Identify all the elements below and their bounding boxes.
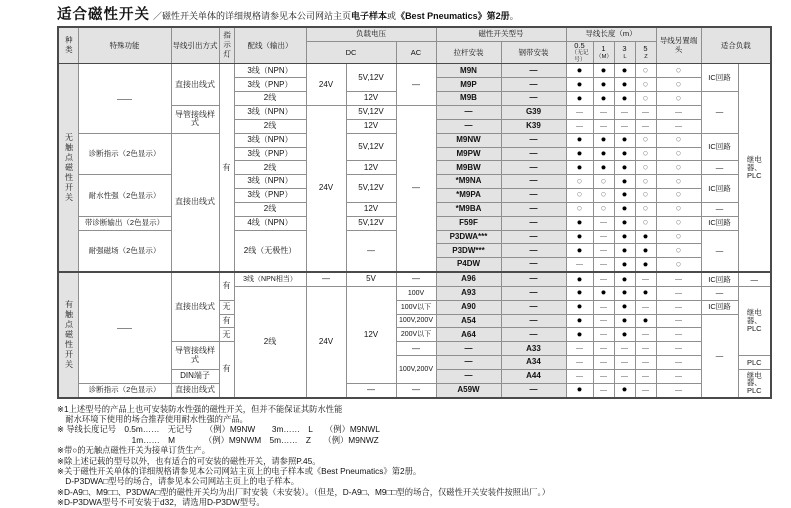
table-cell: ○ bbox=[656, 189, 701, 203]
table-cell: — bbox=[635, 328, 656, 342]
table-cell: — bbox=[656, 300, 701, 314]
table-cell: — bbox=[635, 119, 656, 133]
table-cell: 直接出线式 bbox=[171, 383, 219, 397]
table-cell: IC回路 bbox=[701, 216, 738, 230]
table-cell: — bbox=[566, 258, 593, 272]
footnote-line: ※关于磁性开关单体的详细规格请参见本公司网站主页上的电子样本或《Best Pneumatics》第2册。 bbox=[57, 466, 422, 477]
table-cell: 2线 bbox=[234, 286, 306, 397]
table-cell: ● bbox=[566, 328, 593, 342]
table-cell: — bbox=[501, 147, 566, 161]
table-cell: — bbox=[593, 314, 614, 328]
col-header-len-1: 1 （M） bbox=[593, 42, 614, 64]
col-header-len-05: 0.5 （无记号） bbox=[566, 42, 593, 64]
table-cell: — bbox=[396, 105, 436, 272]
table-cell: 继电器、PLC bbox=[738, 286, 771, 355]
table-cell: — bbox=[593, 216, 614, 230]
table-cell: — bbox=[501, 161, 566, 175]
table-cell: — bbox=[614, 356, 635, 370]
table-cell: — bbox=[501, 64, 566, 78]
table-cell: 12V bbox=[346, 119, 396, 133]
table-cell: 有 bbox=[219, 272, 234, 300]
table-cell: 200V以下 bbox=[396, 328, 436, 342]
table-cell: — bbox=[593, 272, 614, 286]
table-cell: — bbox=[436, 119, 501, 133]
table-cell: 3线（NPN） bbox=[234, 105, 306, 119]
table-cell: — bbox=[593, 105, 614, 119]
table-cell: 直接出线式 bbox=[171, 272, 219, 342]
table-cell: — bbox=[635, 356, 656, 370]
table-cell: ○ bbox=[656, 258, 701, 272]
table-cell: ● bbox=[566, 272, 593, 286]
table-cell: — bbox=[501, 328, 566, 342]
table-cell: ○ bbox=[656, 216, 701, 230]
table-cell: IC回路 bbox=[701, 64, 738, 92]
table-cell: 5V bbox=[346, 272, 396, 286]
kind-label: 无触点磁性开关 bbox=[58, 64, 78, 272]
table-cell: ○ bbox=[656, 147, 701, 161]
table-cell: — bbox=[593, 258, 614, 272]
table-cell: 耐水性强（2色显示） bbox=[78, 175, 171, 217]
table-cell: 3线（PNP） bbox=[234, 78, 306, 92]
table-cell: — bbox=[635, 370, 656, 384]
table-row bbox=[58, 64, 771, 78]
table-cell: 3线（NPN相当） bbox=[234, 272, 306, 286]
col-header-special: 特殊功能 bbox=[78, 27, 171, 64]
table-cell: — bbox=[593, 328, 614, 342]
table-cell: 100V,200V bbox=[396, 356, 436, 384]
col-header-outlet: 导线引出方式 bbox=[171, 27, 219, 64]
table-cell: 导管接线样式 bbox=[171, 105, 219, 133]
table-cell: ● bbox=[566, 230, 593, 244]
model-cell: *M9NA bbox=[436, 175, 501, 189]
table-cell: 2线（无极性） bbox=[234, 230, 306, 272]
table-cell: ○ bbox=[566, 189, 593, 203]
footnote-line: ※D-P3DWA型号不可安装于d32，请选用D-P3DW型号。 bbox=[57, 497, 265, 508]
table-cell: 继电器、PLC bbox=[738, 64, 771, 272]
table-cell: 5V,12V bbox=[346, 64, 396, 92]
table-cell: — bbox=[656, 356, 701, 370]
table-cell: ○ bbox=[656, 64, 701, 78]
table-cell: — bbox=[566, 356, 593, 370]
table-cell: — bbox=[635, 342, 656, 356]
table-cell: — bbox=[501, 202, 566, 216]
table-cell: ● bbox=[566, 314, 593, 328]
table-cell: ● bbox=[614, 286, 635, 300]
footnote-line: D-P3DWA□型号的场合，请参见本公司网站主页上的电子样本。 bbox=[57, 476, 300, 487]
footnote-line: 1m…… M （例）M9NWM 5m…… Z （例）M9NWZ bbox=[57, 434, 379, 445]
table-cell: — bbox=[656, 383, 701, 397]
table-cell: ● bbox=[593, 161, 614, 175]
table-cell: ● bbox=[566, 383, 593, 397]
table-cell: 直接出线式 bbox=[171, 64, 219, 106]
table-cell: — bbox=[436, 370, 501, 384]
model-cell: F59F bbox=[436, 216, 501, 230]
table-cell: ● bbox=[614, 300, 635, 314]
table-cell: 12V bbox=[346, 161, 396, 175]
table-cell: ○ bbox=[593, 175, 614, 189]
table-header bbox=[58, 27, 771, 64]
model-cell: K39 bbox=[501, 119, 566, 133]
model-cell: A64 bbox=[436, 328, 501, 342]
table-cell: ● bbox=[593, 133, 614, 147]
model-cell: *M9BA bbox=[436, 202, 501, 216]
table-cell: ○ bbox=[635, 64, 656, 78]
table-cell: — bbox=[501, 272, 566, 286]
table-cell: — bbox=[635, 105, 656, 119]
table-cell: ○ bbox=[635, 216, 656, 230]
table-cell: — bbox=[593, 356, 614, 370]
table-cell: — bbox=[566, 370, 593, 384]
model-cell: A96 bbox=[436, 272, 501, 286]
table-cell: ● bbox=[593, 92, 614, 106]
table-cell: — bbox=[593, 230, 614, 244]
table-cell: ● bbox=[614, 175, 635, 189]
table-cell: — bbox=[635, 383, 656, 397]
table-cell: — bbox=[501, 230, 566, 244]
model-cell: *M9PA bbox=[436, 189, 501, 203]
table-cell: — bbox=[656, 105, 701, 119]
table-cell: 100V以下 bbox=[396, 300, 436, 314]
model-cell: M9N bbox=[436, 64, 501, 78]
table-cell: 有 bbox=[219, 314, 234, 328]
table-cell: ● bbox=[614, 161, 635, 175]
table-cell: — bbox=[701, 202, 738, 216]
table-cell: 耐强磁场（2色显示） bbox=[78, 230, 171, 272]
table-cell: ● bbox=[614, 230, 635, 244]
table-cell: 3线（PNP） bbox=[234, 189, 306, 203]
footnote-line: ※ 导线长度记号 0.5m…… 无记号 （例）M9NW 3m…… L （例）M9NWL bbox=[57, 424, 380, 435]
table-cell: 3线（PNP） bbox=[234, 147, 306, 161]
col-header-prewired: 导线另置端头 bbox=[656, 27, 701, 64]
model-cell: A90 bbox=[436, 300, 501, 314]
table-cell: — bbox=[566, 105, 593, 119]
table-cell: — bbox=[501, 78, 566, 92]
model-cell: A33 bbox=[501, 342, 566, 356]
table-cell: ● bbox=[614, 328, 635, 342]
table-cell: ● bbox=[614, 244, 635, 258]
table-cell: ○ bbox=[656, 92, 701, 106]
table-cell: ● bbox=[566, 161, 593, 175]
col-header-ac: AC bbox=[396, 42, 436, 64]
table-cell: ○ bbox=[635, 161, 656, 175]
table-cell: ○ bbox=[566, 202, 593, 216]
title-main: 适合磁性开关 bbox=[57, 7, 150, 23]
table-cell: IC回路 bbox=[701, 133, 738, 161]
table-cell: ● bbox=[593, 78, 614, 92]
model-cell: A93 bbox=[436, 286, 501, 300]
table-cell: — bbox=[566, 119, 593, 133]
table-cell: ○ bbox=[593, 202, 614, 216]
table-cell: — bbox=[593, 300, 614, 314]
table-cell: 无 bbox=[219, 300, 234, 314]
table-cell: ● bbox=[593, 64, 614, 78]
col-header-mount-band: 钢带安装 bbox=[501, 42, 566, 64]
kind-label: 有触点磁性开关 bbox=[58, 272, 78, 398]
table-cell: — bbox=[593, 370, 614, 384]
table-cell: ● bbox=[635, 314, 656, 328]
table-cell: — bbox=[306, 272, 346, 286]
table-cell: 2线 bbox=[234, 161, 306, 175]
table-cell: — bbox=[396, 383, 436, 397]
table-cell: — bbox=[501, 175, 566, 189]
table-cell: — bbox=[396, 64, 436, 106]
table-cell: 2线 bbox=[234, 202, 306, 216]
table-cell: ○ bbox=[656, 230, 701, 244]
footnote-line: ※带○的无触点磁性开关为接单订货生产。 bbox=[57, 445, 211, 456]
table-cell: ● bbox=[614, 64, 635, 78]
table-cell: 诊断指示（2色显示） bbox=[78, 383, 171, 397]
table-cell: ● bbox=[614, 258, 635, 272]
table-cell: ● bbox=[566, 78, 593, 92]
table-cell: 12V bbox=[346, 92, 396, 106]
table-cell: PLC bbox=[738, 356, 771, 370]
table-cell: — bbox=[656, 286, 701, 300]
table-cell: ● bbox=[614, 92, 635, 106]
col-header-wiring: 配线（输出） bbox=[234, 27, 306, 64]
col-header-len-5: 5 Z bbox=[635, 42, 656, 64]
table-cell: ● bbox=[566, 64, 593, 78]
table-cell: 5V,12V bbox=[346, 105, 396, 119]
model-cell: G39 bbox=[501, 105, 566, 119]
table-cell: 3线（NPN） bbox=[234, 133, 306, 147]
table-cell: ○ bbox=[656, 78, 701, 92]
table-cell: 有 bbox=[219, 342, 234, 398]
table-cell: — bbox=[396, 342, 436, 356]
table-cell: 诊断指示（2色显示） bbox=[78, 133, 171, 175]
switch-table-body bbox=[58, 64, 771, 398]
table-cell: 2线 bbox=[234, 119, 306, 133]
table-cell: — bbox=[566, 342, 593, 356]
col-header-voltage: 负载电压 bbox=[306, 27, 436, 42]
table-cell: DIN端子 bbox=[171, 370, 219, 384]
table-cell: — bbox=[738, 272, 771, 286]
table-cell: — bbox=[436, 356, 501, 370]
col-header-load: 适合负载 bbox=[701, 27, 771, 64]
table-cell: 3线（NPN） bbox=[234, 64, 306, 78]
footnote-line: ※除上述记载的型号以外，也有适合的可安装的磁性开关，请参照P.45。 bbox=[57, 455, 321, 466]
table-cell: ○ bbox=[656, 244, 701, 258]
table-cell: 无 bbox=[219, 328, 234, 342]
table-cell: 5V,12V bbox=[346, 175, 396, 203]
table-cell: — bbox=[593, 383, 614, 397]
table-cell: — bbox=[656, 272, 701, 286]
model-cell: M9P bbox=[436, 78, 501, 92]
table-cell: ● bbox=[566, 133, 593, 147]
table-cell: IC回路 bbox=[701, 272, 738, 286]
model-cell: M9B bbox=[436, 92, 501, 106]
table-cell: ○ bbox=[635, 147, 656, 161]
col-header-model: 磁性开关型号 bbox=[436, 27, 566, 42]
table-cell: 4线（NPN） bbox=[234, 216, 306, 230]
table-cell: — bbox=[701, 230, 738, 272]
table-cell: — bbox=[635, 272, 656, 286]
table-cell: ● bbox=[614, 189, 635, 203]
model-cell: A34 bbox=[501, 356, 566, 370]
model-cell: A59W bbox=[436, 383, 501, 397]
table-cell: — bbox=[635, 300, 656, 314]
table-cell: 继电器、PLC bbox=[738, 370, 771, 398]
table-cell: ○ bbox=[635, 78, 656, 92]
model-cell: P4DW bbox=[436, 258, 501, 272]
table-cell: ○ bbox=[656, 161, 701, 175]
table-cell: — bbox=[396, 272, 436, 286]
table-cell: ● bbox=[566, 147, 593, 161]
table-cell: — bbox=[593, 119, 614, 133]
table-cell: — bbox=[501, 244, 566, 258]
table-cell: — bbox=[614, 105, 635, 119]
table-cell: — bbox=[656, 328, 701, 342]
col-header-kind: 种类 bbox=[58, 27, 78, 64]
table-cell: ○ bbox=[656, 133, 701, 147]
table-row bbox=[58, 383, 771, 397]
model-cell: A44 bbox=[501, 370, 566, 384]
table-cell: ○ bbox=[656, 175, 701, 189]
table-cell: 直接出线式 bbox=[171, 133, 219, 272]
table-cell: ● bbox=[635, 258, 656, 272]
model-cell: A54 bbox=[436, 314, 501, 328]
table-cell: ○ bbox=[635, 175, 656, 189]
table-cell: — bbox=[346, 230, 396, 272]
table-cell: ● bbox=[566, 300, 593, 314]
table-cell: — bbox=[656, 314, 701, 328]
table-cell: 5V,12V bbox=[346, 216, 396, 230]
table-cell: 3线（NPN） bbox=[234, 175, 306, 189]
page-title bbox=[57, 6, 771, 24]
table-cell: IC回路 bbox=[701, 300, 738, 314]
table-cell: ○ bbox=[635, 133, 656, 147]
table-cell: 100V,200V bbox=[396, 314, 436, 328]
col-header-length: 导线长度（m） bbox=[566, 27, 656, 42]
table-cell: — bbox=[656, 119, 701, 133]
table-cell: — bbox=[593, 342, 614, 356]
table-cell: ○ bbox=[593, 189, 614, 203]
table-cell: ○ bbox=[656, 202, 701, 216]
table-cell: ● bbox=[614, 147, 635, 161]
table-cell: — bbox=[501, 314, 566, 328]
table-cell: — bbox=[701, 286, 738, 300]
table-cell: — bbox=[701, 92, 738, 134]
table-cell: ● bbox=[566, 244, 593, 258]
table-cell: — bbox=[614, 370, 635, 384]
table-cell: — bbox=[501, 133, 566, 147]
table-cell: ● bbox=[635, 244, 656, 258]
table-cell: 有 bbox=[219, 64, 234, 272]
table-cell: — bbox=[436, 342, 501, 356]
table-cell: ● bbox=[566, 286, 593, 300]
table-cell: ● bbox=[614, 272, 635, 286]
table-cell: — bbox=[656, 342, 701, 356]
model-cell: P3DWA*** bbox=[436, 230, 501, 244]
footnote-line: ※D-A9□、M9□□、P3DWA□型的磁性开关均为出厂时安装（未安装）。（但是，D-A9□、M9□□型的场合，仅磁性开关安装件按照出厂。） bbox=[57, 486, 550, 497]
table-cell: — bbox=[501, 216, 566, 230]
table-cell: ○ bbox=[635, 202, 656, 216]
col-header-mount-tierod: 拉杆安装 bbox=[436, 42, 501, 64]
footnotes bbox=[57, 404, 771, 508]
table-cell: — bbox=[501, 189, 566, 203]
table-cell: — bbox=[436, 105, 501, 119]
table-cell: — bbox=[614, 342, 635, 356]
table-cell: — bbox=[501, 92, 566, 106]
table-cell: IC回路 bbox=[701, 175, 738, 203]
table-cell: — bbox=[501, 300, 566, 314]
table-cell: 24V bbox=[306, 286, 346, 397]
table-cell: ○ bbox=[635, 189, 656, 203]
table-cell: —— bbox=[78, 64, 171, 133]
model-cell: M9NW bbox=[436, 133, 501, 147]
table-cell: ● bbox=[566, 92, 593, 106]
footnote-line: ※1上述型号的产品上也可安装防水性强的磁性开关，但并不能保证其防水性能 bbox=[57, 403, 343, 414]
table-cell: ● bbox=[593, 147, 614, 161]
col-header-dc: DC bbox=[306, 42, 396, 64]
table-cell: — bbox=[501, 258, 566, 272]
table-cell: ○ bbox=[566, 175, 593, 189]
table-cell: 24V bbox=[306, 64, 346, 106]
table-cell: ● bbox=[614, 133, 635, 147]
table-cell: ● bbox=[593, 286, 614, 300]
col-header-indicator: 指示灯 bbox=[219, 27, 234, 64]
table-cell: ● bbox=[614, 216, 635, 230]
table-cell: — bbox=[501, 286, 566, 300]
table-cell: — bbox=[614, 119, 635, 133]
table-cell: — bbox=[701, 161, 738, 175]
table-cell: — bbox=[346, 383, 396, 397]
table-cell: — bbox=[501, 383, 566, 397]
table-cell: ● bbox=[614, 202, 635, 216]
table-cell: — bbox=[656, 370, 701, 384]
model-cell: M9BW bbox=[436, 161, 501, 175]
table-cell: 12V bbox=[346, 202, 396, 216]
switch-spec-table bbox=[57, 26, 772, 399]
table-cell: ○ bbox=[635, 92, 656, 106]
table-cell: ● bbox=[614, 383, 635, 397]
col-header-len-3: 3 L bbox=[614, 42, 635, 64]
table-cell: ● bbox=[614, 78, 635, 92]
table-cell: — bbox=[593, 244, 614, 258]
table-cell: 100V bbox=[396, 286, 436, 300]
table-cell: — bbox=[701, 314, 738, 398]
table-cell: —— bbox=[78, 272, 171, 383]
table-row bbox=[58, 272, 771, 286]
table-cell: 2线 bbox=[234, 92, 306, 106]
title-note: ／磁性开关单体的详细规格请参见本公司网站主页电子样本或《Best Pneumatics》第2册。 bbox=[153, 11, 519, 21]
model-cell: P3DW*** bbox=[436, 244, 501, 258]
table-cell: ● bbox=[635, 286, 656, 300]
table-cell: ● bbox=[635, 230, 656, 244]
table-cell: 24V bbox=[306, 105, 346, 272]
table-cell: ● bbox=[566, 216, 593, 230]
table-cell: 带诊断输出（2色显示） bbox=[78, 216, 171, 230]
table-cell: 12V bbox=[346, 286, 396, 383]
header-row-1 bbox=[58, 27, 771, 42]
model-cell: M9PW bbox=[436, 147, 501, 161]
table-cell: ● bbox=[614, 314, 635, 328]
table-cell: 导管接线样式 bbox=[171, 342, 219, 370]
footnote-line: 耐水环境下使用的场合推荐使用耐水性强的产品。 bbox=[57, 414, 248, 425]
table-cell: 5V,12V bbox=[346, 133, 396, 161]
